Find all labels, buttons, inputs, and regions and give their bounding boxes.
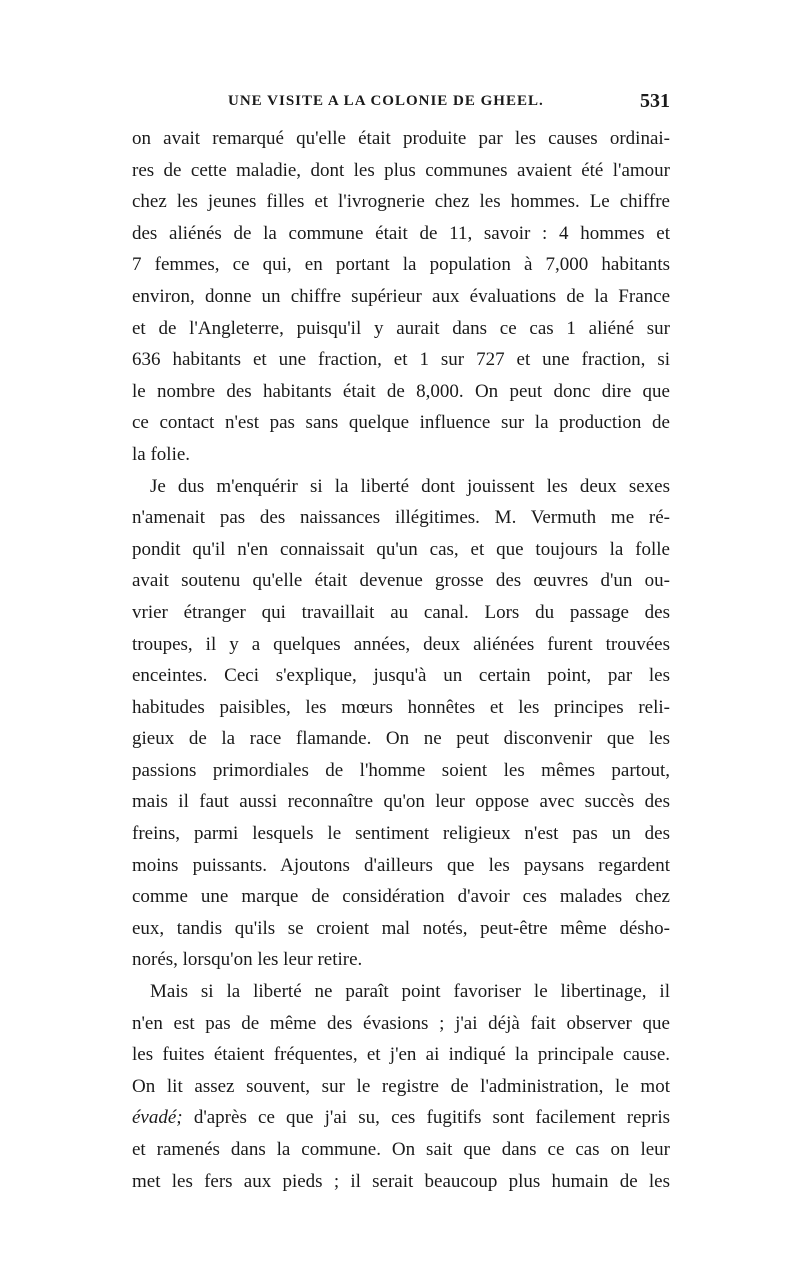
text-line: n'en est pas de même des évasions ; j'ai déjà fait observer que bbox=[132, 1012, 670, 1034]
running-title: UNE VISITE A LA COLONIE DE GHEEL. bbox=[228, 93, 544, 109]
text-line: norés, lorsqu'on les leur retire. bbox=[132, 949, 363, 971]
text-line: et de l'Angleterre, puisqu'il y aurait dans ce cas 1 aliéné sur bbox=[132, 317, 670, 339]
page-header bbox=[132, 90, 670, 117]
text-line: eux, tandis qu'ils se croient mal notés, peut-être même désho- bbox=[132, 917, 670, 939]
text-line: passions primordiales de l'homme soient les mêmes partout, bbox=[132, 759, 670, 781]
text-line: met les fers aux pieds ; il serait beaucoup plus humain de les bbox=[132, 1170, 670, 1192]
text-line: pondit qu'il n'en connaissait qu'un cas, et que toujours la folle bbox=[132, 538, 670, 560]
text-line: res de cette maladie, dont les plus communes avaient été l'amour bbox=[132, 159, 670, 181]
text-line: On lit assez souvent, sur le registre de l'administration, le mot bbox=[132, 1075, 670, 1097]
text-line: avait soutenu qu'elle était devenue grosse des œuvres d'un ou- bbox=[132, 570, 670, 592]
text-line: 7 femmes, ce qui, en portant la population à 7,000 habitants bbox=[132, 254, 670, 276]
italic-word: évadé; bbox=[132, 1107, 183, 1129]
paragraph-start-line: Mais si la liberté ne paraît point favoriser le libertinage, il bbox=[150, 981, 670, 1003]
paragraph-start-line: Je dus m'enquérir si la liberté dont jouissent les deux sexes bbox=[150, 475, 670, 497]
text-line: gieux de la race flamande. On ne peut disconvenir que les bbox=[132, 728, 670, 750]
text-line-with-italic bbox=[132, 1102, 670, 1134]
text-line: freins, parmi lesquels le sentiment religieux n'est pas un des bbox=[132, 823, 670, 845]
text-line: mais il faut aussi reconnaître qu'on leur oppose avec succès des bbox=[132, 791, 670, 813]
text-line: et ramenés dans la commune. On sait que dans ce cas on leur bbox=[132, 1139, 670, 1160]
text-line: la folie. bbox=[132, 443, 191, 465]
text-line: enceintes. Ceci s'explique, jusqu'à un certain point, par les bbox=[132, 665, 670, 687]
text-line: environ, donne un chiffre supérieur aux évaluations de la France bbox=[132, 285, 670, 307]
text-line: troupes, il y a quelques années, deux aliénées furent trouvées bbox=[132, 633, 670, 655]
text-line: on avait remarqué qu'elle était produite par les causes ordinai- bbox=[132, 128, 670, 149]
page-number: 531 bbox=[640, 90, 670, 112]
text-line: moins puissants. Ajoutons d'ailleurs que les paysans regardent bbox=[132, 854, 670, 876]
text-line: 636 habitants et une fraction, et 1 sur 727 et une fraction, si bbox=[132, 349, 670, 371]
text-line: vrier étranger qui travaillait au canal. Lors du passage des bbox=[132, 601, 670, 623]
text-line: habitudes paisibles, les mœurs honnêtes et les principes reli- bbox=[132, 696, 670, 718]
body-text bbox=[132, 123, 670, 1197]
text-line: ce contact n'est pas sans quelque influence sur la production de bbox=[132, 412, 670, 434]
text-line: comme une marque de considération d'avoir ces malades chez bbox=[132, 886, 670, 908]
text-line: chez les jeunes filles et l'ivrognerie chez les hommes. Le chiffre bbox=[132, 191, 670, 213]
text-line-rest: d'après ce que j'ai su, ces fugitifs sont facilement repris bbox=[193, 1107, 671, 1129]
text-line: les fuites étaient fréquentes, et j'en ai indiqué la principale cause. bbox=[132, 1044, 670, 1066]
text-line: des aliénés de la commune était de 11, savoir : 4 hommes et bbox=[132, 222, 670, 244]
text-line: n'amenait pas des naissances illégitimes. M. Vermuth me ré- bbox=[132, 507, 670, 529]
text-line: le nombre des habitants était de 8,000. On peut donc dire que bbox=[132, 380, 670, 402]
